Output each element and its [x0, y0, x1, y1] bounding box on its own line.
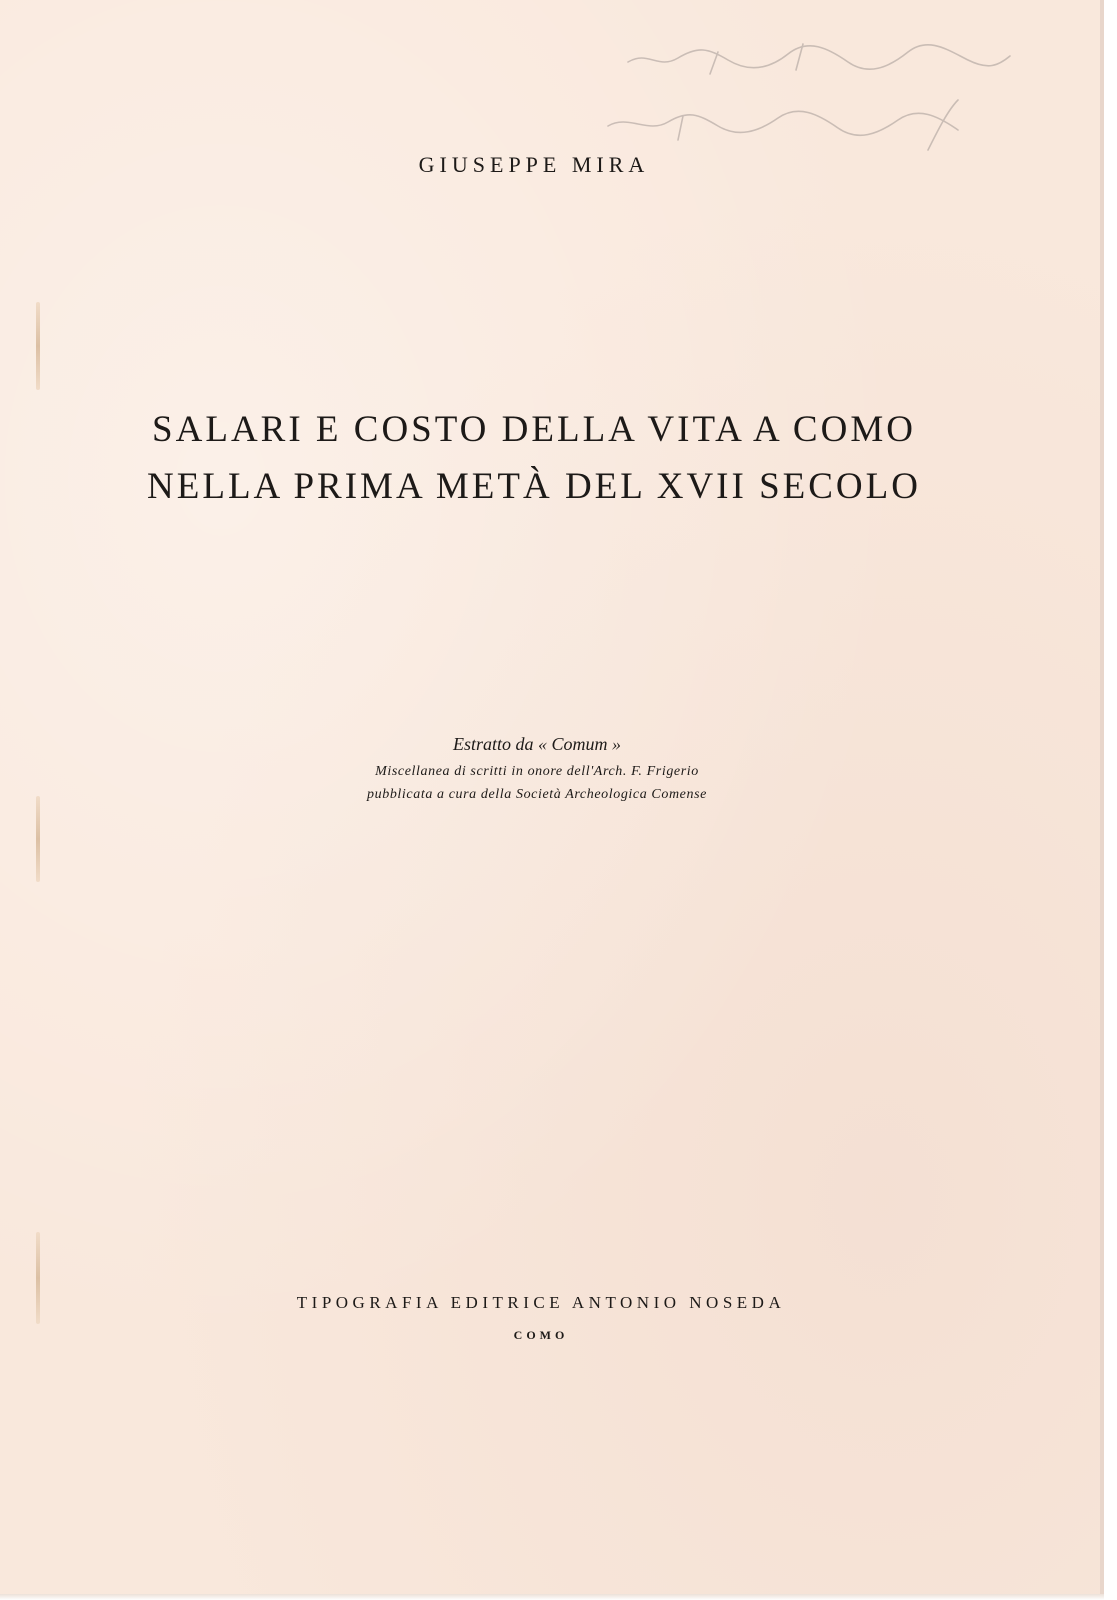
title-line-2: NELLA PRIMA METÀ DEL XVII SECOLO	[147, 466, 921, 507]
staple-mark	[36, 796, 40, 882]
extract-miscellany: Miscellanea di scritti in onore dell'Arch. F. Frigerio	[375, 764, 699, 779]
staple-mark	[36, 302, 40, 390]
extract-source: Estratto da « Comum »	[452, 734, 621, 754]
author-name: GIUSEPPE MIRA	[418, 152, 650, 177]
extract-publisher-note: pubblicata a cura della Società Archeologica Comense	[367, 787, 707, 802]
page-edge	[1100, 0, 1104, 1596]
title-line-1: SALARI E COSTO DELLA VITA A COMO	[152, 409, 916, 450]
publisher-city: COMO	[513, 1328, 569, 1342]
page-edge	[0, 1594, 1104, 1600]
publisher-name: TIPOGRAFIA EDITRICE ANTONIO NOSEDA	[296, 1293, 786, 1312]
